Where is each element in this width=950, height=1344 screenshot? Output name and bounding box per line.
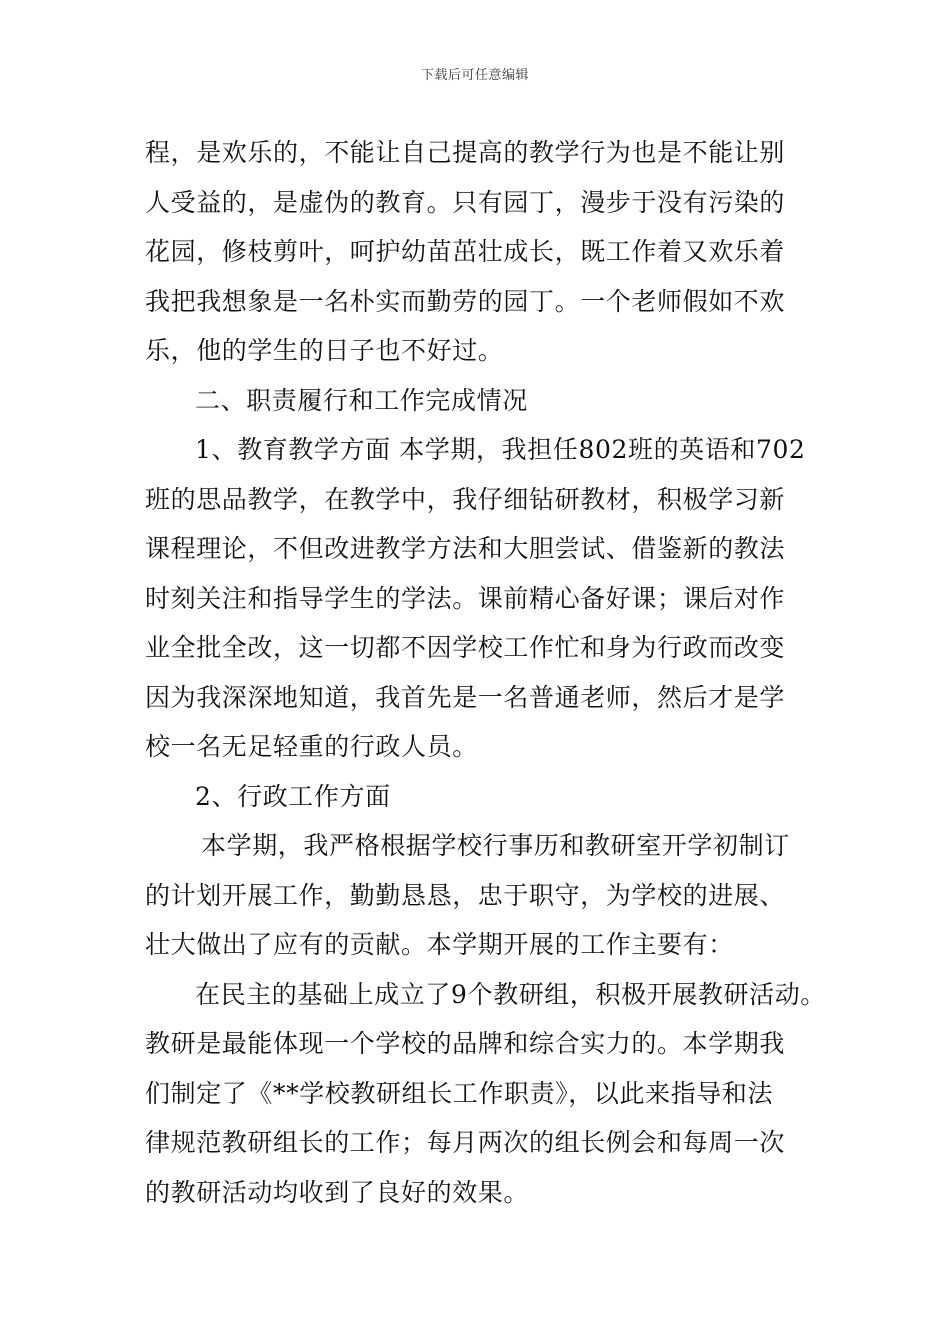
paragraph-line: 时刻关注和指导学生的学法。课前精心备好课；课后对作 (145, 583, 786, 613)
paragraph-line: 本学期，我严格根据学校行事历和教研室开学初制订 (201, 831, 790, 860)
paragraph-line: 课程理论，不但改进教学方法和大胆尝试、借鉴新的教法 (145, 534, 786, 563)
paragraph-line: 程，是欢乐的，不能让自己提高的教学行为也是不能让别 (145, 138, 786, 167)
paragraph-line: 乐，他的学生的日子也不好过。 (145, 336, 504, 365)
paragraph-line: 们制定了《**学校教研组长工作职责》，以此来指导和法 (145, 1078, 774, 1108)
paragraph-line: 壮大做出了应有的贡献。本学期开展的工作主要有： (145, 930, 734, 959)
paragraph-line: 教研是最能体现一个学校的品牌和综合实力的。本学期我 (145, 1029, 786, 1058)
paragraph-line: 的教研活动均收到了良好的效果。 (145, 1177, 530, 1207)
page-header: 下载后可任意编辑 (420, 68, 529, 83)
paragraph-line: 业全批全改，这一切都不因学校工作忙和身为行政而改变 (145, 633, 786, 662)
paragraph-line: 花园，修枝剪叶，呵护幼苗茁壮成长，既工作着又欢乐着 (145, 237, 786, 266)
section-heading: 二、职责履行和工作完成情况 (195, 385, 528, 415)
paragraph-line: 的计划开展工作，勤勤恳恳，忠于职守，为学校的进展、 (145, 880, 786, 910)
paragraph-line: 我把我想象是一名朴实而勤劳的园丁。一个老师假如不欢 (145, 286, 786, 316)
paragraph-line: 班的思品教学，在教学中，我仔细钻研教材，积极学习新 (145, 484, 786, 514)
paragraph-line: 在民主的基础上成立了9个教研组，积极开展教研活动。 (195, 979, 826, 1009)
paragraph-line: 校一名无足轻重的行政人员。 (145, 732, 478, 761)
document-body (145, 128, 835, 1217)
paragraph-line: 因为我深深地知道，我首先是一名普通老师，然后才是学 (145, 682, 786, 712)
subsection-heading: 1、教育教学方面 本学期，我担任802班的英语和702 (195, 435, 806, 464)
paragraph-line: 律规范教研组长的工作；每月两次的组长例会和每周一次 (145, 1128, 786, 1157)
subsection-heading: 2、行政工作方面 (195, 781, 391, 811)
paragraph-line: 人受益的，是虚伪的教育。只有园丁，漫步于没有污染的 (145, 187, 786, 217)
